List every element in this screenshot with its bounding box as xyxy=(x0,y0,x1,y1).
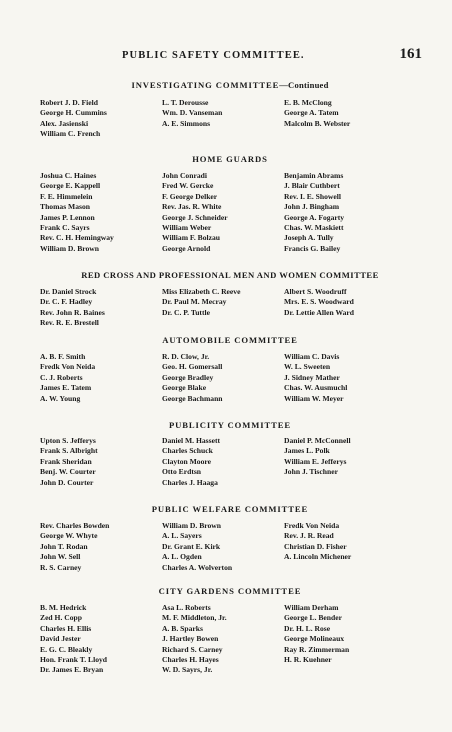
member-name: A. B. F. Smith xyxy=(40,352,86,361)
member-name: George J. Schneider xyxy=(162,212,228,222)
member-name: George Bachmann xyxy=(162,393,223,403)
member-name: William E. Jefferys xyxy=(284,456,347,466)
member-name: John Conradi xyxy=(162,171,207,180)
section-home-guards xyxy=(40,152,420,254)
name-column xyxy=(162,98,282,140)
member-name: W. L. Sweeten xyxy=(284,362,331,372)
member-name: A. L. Sayers xyxy=(162,531,202,541)
section-heading xyxy=(40,268,420,282)
name-column xyxy=(284,521,404,573)
member-name: Clayton Moore xyxy=(162,456,211,466)
section-heading-title: PUBLICITY COMMITTEE xyxy=(168,420,292,430)
member-name: Dr. Paul M. Mecray xyxy=(162,297,227,307)
member-name: George Arnold xyxy=(162,243,211,253)
member-name: Fred W. Gercke xyxy=(162,181,214,191)
member-name: William C. Davis xyxy=(284,352,340,361)
section-heading xyxy=(40,152,420,166)
section-heading-title: INVESTIGATING COMMITTEE xyxy=(131,80,280,90)
section-publicity-committee xyxy=(40,418,420,488)
member-name: Richard S. Carney xyxy=(162,644,223,654)
name-column xyxy=(162,603,282,676)
section-heading xyxy=(40,502,420,516)
name-column xyxy=(162,352,282,404)
member-name: William F. Bolzau xyxy=(162,233,221,243)
running-head xyxy=(40,46,422,62)
name-column xyxy=(284,98,404,140)
name-column xyxy=(284,352,404,404)
member-name: A. E. Simmons xyxy=(162,118,211,128)
section-public-welfare-committee xyxy=(40,502,420,573)
member-name: John T. Rodan xyxy=(40,541,88,551)
member-name: David Jester xyxy=(40,634,81,644)
member-name: Robert J. D. Field xyxy=(40,98,98,107)
member-name: Hon. Frank T. Lloyd xyxy=(40,654,108,664)
member-name: H. R. Kuehner xyxy=(284,654,332,664)
member-name: James E. Tatem xyxy=(40,383,92,393)
member-name: George W. Whyte xyxy=(40,531,98,541)
member-name: F. E. Himmelein xyxy=(40,191,93,201)
member-name: Asa L. Roberts xyxy=(162,603,211,612)
member-name: Rev. Jas. R. White xyxy=(162,202,222,212)
member-name: Benjamin Abrams xyxy=(284,171,344,180)
member-name: Upton S. Jefferys xyxy=(40,436,96,445)
section-heading xyxy=(40,418,420,432)
member-name: W. D. Sayrs, Jr. xyxy=(162,665,213,675)
member-name: George H. Cummins xyxy=(40,108,107,118)
section-heading xyxy=(40,333,420,347)
section-heading-title: PUBLIC WELFARE COMMITTEE xyxy=(151,504,309,514)
member-name: Otto Erdtsn xyxy=(162,467,202,477)
member-name: Rev. Charles Bowden xyxy=(40,521,110,530)
member-name: Frank C. Sayrs xyxy=(40,222,90,232)
member-name: Dr. Lettie Allen Ward xyxy=(284,307,355,317)
section-investigating-committee xyxy=(40,78,420,140)
member-name: Frank Sheridan xyxy=(40,456,92,466)
member-name: Chas. W. Ausmuchl xyxy=(284,383,348,393)
member-name: E. G. C. Bleakly xyxy=(40,644,93,654)
member-name: R. D. Clow, Jr. xyxy=(162,352,210,361)
name-column xyxy=(284,436,404,488)
name-column xyxy=(162,287,282,329)
member-name: Rev. R. E. Brestell xyxy=(40,318,99,328)
member-name: Dr. H. L. Rose xyxy=(284,623,331,633)
member-name: Chas. W. Maskiett xyxy=(284,222,344,232)
name-column xyxy=(284,287,404,329)
section-red-cross-committee xyxy=(40,268,420,329)
member-name: J. Hartley Bowen xyxy=(162,634,219,644)
member-name: Charles A. Wolverton xyxy=(162,562,233,572)
member-name: William W. Meyer xyxy=(284,393,344,403)
member-name: George E. Kappell xyxy=(40,181,101,191)
member-name: Christian D. Fisher xyxy=(284,541,347,551)
member-name: William C. French xyxy=(40,129,101,139)
member-name: Daniel M. Hassett xyxy=(162,436,220,445)
member-name: R. S. Carney xyxy=(40,562,82,572)
name-column xyxy=(40,603,160,676)
member-name: Charles H. Ellis xyxy=(40,623,92,633)
member-name: George Blake xyxy=(162,383,207,393)
member-name: Albert S. Woodruff xyxy=(284,287,347,296)
member-name: A. L. Ogden xyxy=(162,552,202,562)
member-name: Dr. C. F. Hadley xyxy=(40,297,93,307)
section-heading xyxy=(40,78,420,92)
member-name: Fredk Von Neida xyxy=(284,521,340,530)
member-name: Dr. C. P. Tuttle xyxy=(162,307,210,317)
member-name: Charles J. Haaga xyxy=(162,477,218,487)
member-name: Joseph A. Tully xyxy=(284,233,334,243)
member-name: Frank S. Albright xyxy=(40,446,98,456)
section-heading-title: AUTOMOBILE COMMITTEE xyxy=(162,335,298,345)
member-name: Rev. J. R. Read xyxy=(284,531,334,541)
member-name: J. Sidney Mather xyxy=(284,372,340,382)
section-heading-title: CITY GARDENS COMMITTEE xyxy=(158,586,302,596)
member-name: Joshua C. Haines xyxy=(40,171,97,180)
member-name: John W. Sell xyxy=(40,552,81,562)
member-name: L. T. Derousse xyxy=(162,98,209,107)
name-column xyxy=(40,521,160,573)
section-heading-suffix: —Continued xyxy=(279,80,329,90)
member-name: B. M. Hedrick xyxy=(40,603,87,612)
name-column xyxy=(40,171,160,254)
section-heading-title: HOME GUARDS xyxy=(192,154,268,164)
member-name: William Derham xyxy=(284,603,339,612)
member-name: Dr. Daniel Strock xyxy=(40,287,97,296)
name-column xyxy=(40,98,160,140)
member-name: Rev. C. H. Hemingway xyxy=(40,233,114,243)
member-name: Rev. John R. Baines xyxy=(40,307,105,317)
member-name: Dr. James E. Bryan xyxy=(40,665,104,675)
name-column xyxy=(40,436,160,488)
member-name: George Molineaux xyxy=(284,634,345,644)
member-name: Rev. I. E. Showell xyxy=(284,191,341,201)
member-name: Miss Elizabeth C. Reeve xyxy=(162,287,241,296)
member-name: A. Lincoln Michener xyxy=(284,552,352,562)
member-name: Alex. Jasienski xyxy=(40,118,89,128)
member-name: F. George Delker xyxy=(162,191,218,201)
section-heading-title: RED CROSS AND PROFESSIONAL MEN AND WOMEN COMMITTEE xyxy=(81,270,379,280)
member-name: Wm. D. Vanseman xyxy=(162,108,223,118)
member-name: James P. Lennon xyxy=(40,212,95,222)
member-name: William D. Brown xyxy=(162,521,221,530)
page-number: 161 xyxy=(399,46,422,62)
member-name: C. J. Roberts xyxy=(40,372,83,382)
member-name: Zed H. Copp xyxy=(40,613,82,623)
name-column xyxy=(284,171,404,254)
name-column xyxy=(162,171,282,254)
member-name: Thomas Mason xyxy=(40,202,91,212)
member-name: William Weber xyxy=(162,222,212,232)
member-name: Malcolm B. Webster xyxy=(284,118,351,128)
member-name: M. F. Middleton, Jr. xyxy=(162,613,227,623)
section-heading xyxy=(40,584,420,598)
member-name: A. B. Sparks xyxy=(162,623,203,633)
member-name: J. Blair Cuthbert xyxy=(284,181,340,191)
member-name: John D. Courter xyxy=(40,477,94,487)
running-title: PUBLIC SAFETY COMMITTEE. xyxy=(122,50,305,61)
section-city-gardens-committee xyxy=(40,584,420,676)
member-name: Charles H. Hayes xyxy=(162,654,219,664)
member-name: Daniel P. McConnell xyxy=(284,436,351,445)
member-name: Benj. W. Courter xyxy=(40,467,96,477)
name-column xyxy=(162,521,282,573)
member-name: John J. Bingham xyxy=(284,202,340,212)
member-name: Fredk Von Neida xyxy=(40,362,96,372)
member-name: Geo. H. Gomersall xyxy=(162,362,223,372)
name-column xyxy=(40,287,160,329)
member-name: Francis G. Bailey xyxy=(284,243,341,253)
member-name: John J. Tischner xyxy=(284,467,338,477)
name-column xyxy=(40,352,160,404)
member-name: William D. Brown xyxy=(40,243,99,253)
member-name: Charles Schuck xyxy=(162,446,213,456)
member-name: George L. Bender xyxy=(284,613,342,623)
member-name: Ray R. Zimmerman xyxy=(284,644,350,654)
member-name: E. B. McClong xyxy=(284,98,332,107)
member-name: George Bradley xyxy=(162,372,214,382)
member-name: James L. Polk xyxy=(284,446,330,456)
section-automobile-committee xyxy=(40,333,420,404)
member-name: George A. Fogarty xyxy=(284,212,345,222)
member-name: Dr. Grant E. Kirk xyxy=(162,541,221,551)
member-name: Mrs. E. S. Woodward xyxy=(284,297,354,307)
member-name: George A. Tatem xyxy=(284,108,339,118)
name-column xyxy=(284,603,404,676)
member-name: A. W. Young xyxy=(40,393,81,403)
name-column xyxy=(162,436,282,488)
